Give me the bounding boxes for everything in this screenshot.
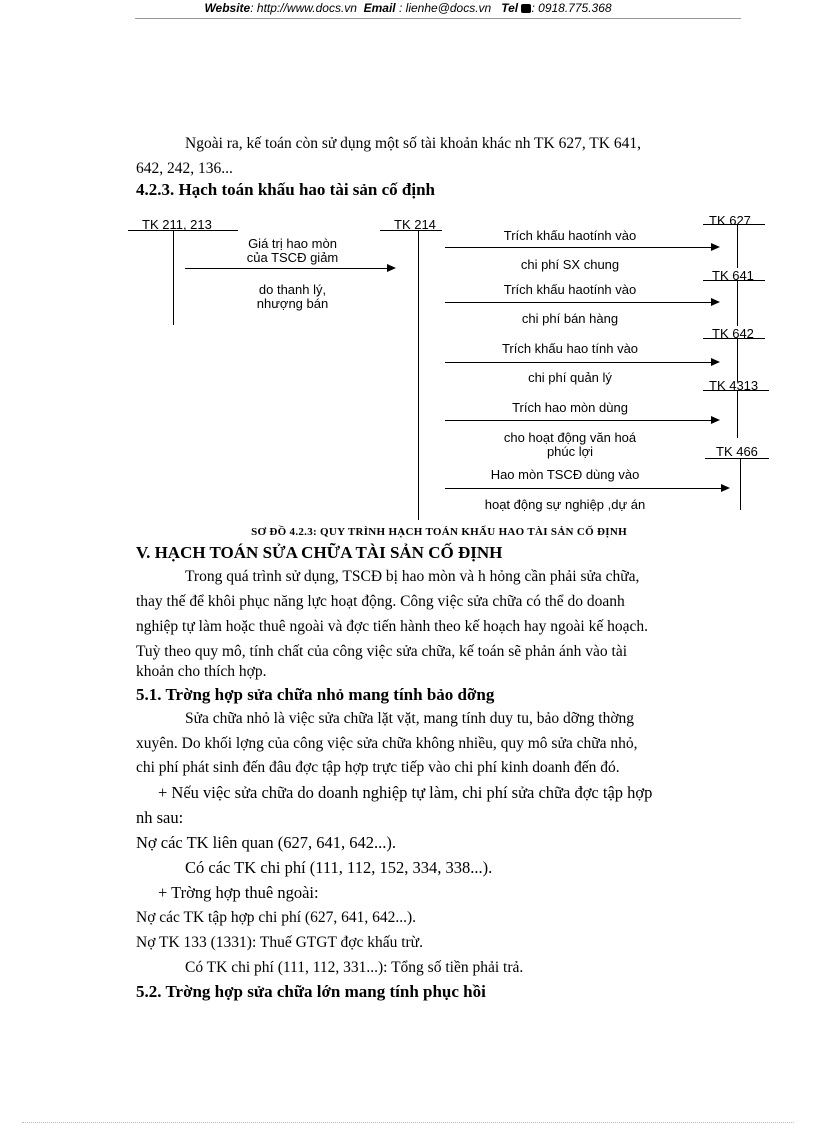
website-label: Website (204, 1, 251, 15)
tk-214-stem (418, 230, 419, 520)
r1-arrow-head (711, 243, 720, 251)
r4-bottom (445, 431, 695, 459)
page-header (0, 0, 816, 16)
section-v-line-1: Trong quá trình sử dụng, TSCĐ bị hao mòn và h hỏng cần phải sửa chữa, (185, 568, 640, 585)
tk-466-stem (740, 458, 741, 510)
email-value[interactable]: : lienhe@docs.vn (398, 1, 492, 15)
r3-arrow-head (711, 358, 720, 366)
tk-211-213-stem (173, 230, 174, 325)
left-arrow-head (387, 264, 396, 272)
entry-outsource-credit: Có TK chi phí (111, 112, 331...): Tổng số tiền phải trả. (185, 959, 524, 976)
intro-line-2: 642, 242, 136... (136, 160, 233, 177)
r3-arrow-line (445, 362, 711, 363)
tk-211-213-label: TK 211, 213 (142, 217, 212, 232)
tk-627-stem (737, 224, 738, 268)
tk-641-rule (703, 280, 765, 281)
tel-value: : 0918.775.368 (531, 1, 612, 15)
tk-627-label: TK 627 (709, 213, 751, 228)
section-v-line-4: Tuỳ theo quy mô, tính chất của công việc sửa chữa, kế toán sẽ phản ánh vào tài (136, 643, 628, 660)
tel-label: Tel (501, 1, 519, 15)
tk-4313-stem (737, 390, 738, 438)
header-rule (135, 18, 741, 19)
tk-466-label: TK 466 (716, 444, 758, 459)
tk-211-213-rule (128, 230, 238, 231)
phone-icon (521, 4, 531, 13)
r2-arrow-line (445, 302, 711, 303)
r5-arrow-line (445, 488, 721, 489)
r4-arrow-line (445, 420, 711, 421)
website-value[interactable]: : http://www.docs.vn (250, 1, 357, 15)
r4-arrow-head (711, 416, 720, 424)
entry-self-debit: Nợ các TK liên quan (627, 641, 642...). (136, 833, 396, 852)
tk-4313-rule (703, 390, 769, 391)
section-5-2-title: 5.2. Trờng hợp sửa chữa lớn mang tính phục hồi (136, 982, 486, 1001)
tk-214-rule (380, 230, 442, 231)
tk-641-stem (737, 280, 738, 326)
tk-642-rule (703, 338, 765, 339)
left-bottom-line1: do thanh lý, (258, 282, 327, 297)
left-arrow-line (185, 268, 387, 269)
r2-arrow-head (711, 298, 720, 306)
r2-top: Trích khấu haotính vào (503, 282, 637, 297)
tk-466-rule (705, 458, 769, 459)
section-5-1-line-1: Sửa chữa nhỏ là việc sửa chữa lặt vặt, mang tính duy tu, bảo dỡng thờng (185, 710, 635, 727)
section-v-title: V. HẠCH TOÁN SỬA CHỮA TÀI SẢN CỐ ĐỊNH (136, 543, 503, 562)
tk-642-stem (737, 338, 738, 382)
section-5-1-title: 5.1. Trờng hợp sửa chữa nhỏ mang tính bảo dỡng (136, 685, 495, 704)
tk-4313-label: TK 4313 (709, 378, 759, 393)
left-top-line2: của TSCĐ giảm (246, 250, 339, 265)
r4-top: Trích hao mòn dùng (512, 400, 628, 415)
tk-641-label: TK 641 (712, 268, 754, 283)
entry-outsource-title: + Trờng hợp thuê ngoài: (158, 883, 319, 902)
r5-top: Hao mòn TSCĐ dùng vào (490, 467, 640, 482)
tk-214-label: TK 214 (394, 217, 436, 232)
r5-bottom: hoạt động sự nghiệp ,dự án (484, 497, 646, 512)
section-5-1-line-2: xuyên. Do khối lợng của công việc sửa chữa không nhiều, quy mô sửa chữa nhỏ, (136, 735, 638, 752)
section-5-1-line-3: chi phí phát sinh đến đâu đợc tập hợp trực tiếp vào chi phí kinh doanh đến đó. (136, 759, 620, 776)
r2-bottom: chi phí bán hàng (521, 311, 619, 326)
left-bottom-text (225, 283, 360, 311)
entry-self-line-1: + Nếu việc sửa chữa do doanh nghiệp tự làm, chi phí sửa chữa đợc tập hợp (158, 783, 653, 802)
email-label: Email (363, 1, 396, 15)
r1-top: Trích khấu haotính vào (503, 228, 637, 243)
tk-642-label: TK 642 (712, 326, 754, 341)
r3-bottom: chi phí quản lý (528, 370, 612, 385)
left-bottom-line2: nhượng bán (256, 296, 329, 311)
entry-outsource-debit-1: Nợ các TK tập hợp chi phí (627, 641, 642...). (136, 909, 416, 926)
intro-line-1: Ngoài ra, kế toán còn sử dụng một số tài khoản khác nh TK 627, TK 641, (185, 135, 641, 152)
tk-627-rule (703, 224, 765, 225)
section-v-line-5: khoản cho thích hợp. (136, 663, 267, 680)
left-top-text (225, 237, 360, 265)
entry-self-line-2: nh sau: (136, 808, 184, 827)
diagram-caption: SƠ ĐỒ 4.2.3: QUY TRÌNH HẠCH TOÁN KHẤU HAO TÀI SẢN CỐ ĐỊNH (251, 526, 627, 538)
r1-arrow-line (445, 247, 711, 248)
section-v-line-3: nghiệp tự làm hoặc thuê ngoài và đợc tiến hành theo kế hoạch hay ngoài kế hoạch. (136, 618, 648, 635)
r3-top: Trích khấu hao tính vào (501, 341, 639, 356)
r4-bottom-line2: phúc lợi (546, 444, 594, 459)
r4-bottom-line1: cho hoạt động văn hoá (503, 430, 637, 445)
r1-bottom: chi phí SX chung (520, 257, 620, 272)
section-4-2-3-title: 4.2.3. Hạch toán khấu hao tài sản cố định (136, 180, 435, 199)
left-top-line1: Giá trị hao mòn (248, 236, 337, 251)
r5-arrow-head (721, 484, 730, 492)
section-v-line-2: thay thế để khôi phục năng lực hoạt động. Công việc sửa chữa có thể do doanh (136, 593, 625, 610)
entry-outsource-debit-2: Nợ TK 133 (1331): Thuế GTGT đợc khấu trừ. (136, 934, 423, 951)
entry-self-credit: Có các TK chi phí (111, 112, 152, 334, 338...). (185, 858, 493, 877)
